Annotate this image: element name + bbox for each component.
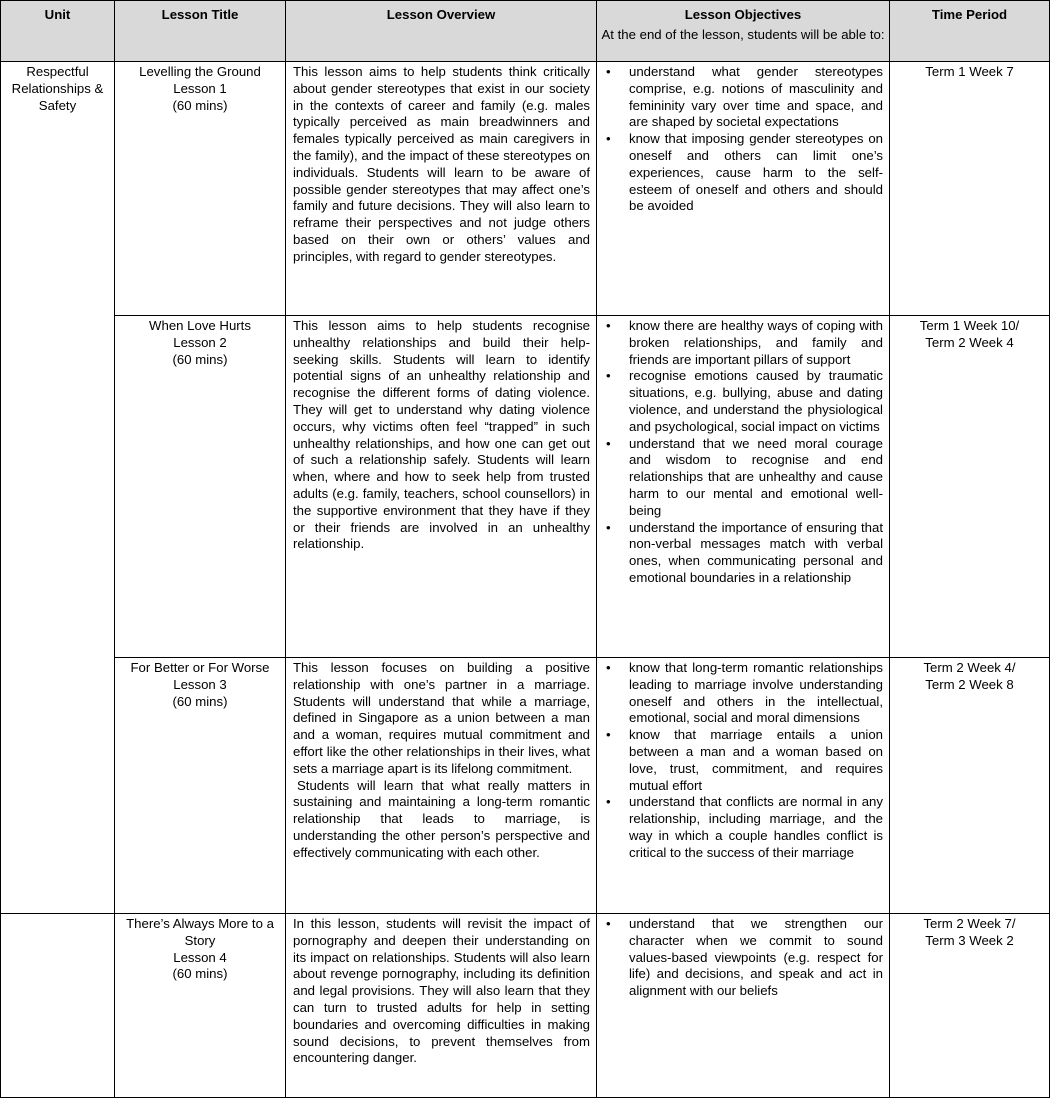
lesson-title: There’s Always More to a Story	[126, 916, 274, 948]
lesson-title: For Better or For Worse	[130, 660, 270, 675]
table-row	[1, 316, 1050, 658]
lesson-duration: (60 mins)	[172, 966, 228, 982]
lesson-title-cell	[115, 62, 286, 316]
lesson-number: Lesson 4	[173, 949, 227, 965]
unit-cell-empty	[1, 914, 115, 1098]
header-objectives-label: Lesson Objectives	[684, 7, 802, 22]
time-period-line: Term 2 Week 4/	[923, 660, 1016, 675]
lesson-overview: This lesson aims to help students recognise unhealthy relationships and build their help-seeking skills. Students will learn to identify potential signs of an unhealthy relationship and recognise the different forms of dating violence. They will get to understand why dating violence occurs, why victims often feel “trapped” in such unhealthy relationships, and how one can get out of such a relationship safely. Students will learn when, where and how to seek help from trusted adults (e.g. family, teachers, school counsellors) in the supportive environment that they have if they or their friends are involved in an unhealthy relationship.	[286, 316, 597, 658]
lesson-duration: (60 mins)	[172, 97, 228, 113]
objective-item: • understand what gender stereotypes comprise, e.g. notions of masculinity and femininity vary over time and space, and are shaped by societal expectations	[597, 64, 883, 131]
lesson-objectives	[597, 316, 890, 658]
objectives-list	[597, 318, 883, 587]
time-period-cell	[890, 658, 1050, 914]
overview-paragraph: This lesson focuses on building a positive relationship with one’s partner in a marriage. Students will understand that while a marriage, defined in Singapore as a union between a man and a woman, requires mutual commitment and effort like the other relationships in their lives, what sets a marriage apart is its lifelong commitment.	[293, 660, 590, 776]
table-row	[1, 62, 1050, 316]
lesson-objectives	[597, 914, 890, 1098]
table-header-row	[1, 1, 1050, 62]
lesson-overview: In this lesson, students will revisit the impact of pornography and deepen their understanding on its impact on relationships. Students will also learn about revenge pornography, including its definition and legal provisions. They will also learn that they can turn to trusted adults for help in setting boundaries and overcoming difficulties in making sound decisions, to prevent themselves from encountering danger.	[286, 914, 597, 1098]
time-period-line: Term 2 Week 4	[925, 334, 1014, 350]
objective-item: • understand that conflicts are normal in any relationship, including marriage, and the way in which a couple handles conflict is critical to the success of their marriage	[597, 794, 883, 861]
time-period-line: Term 2 Week 7/	[923, 916, 1016, 931]
objective-item: • understand that we strengthen our character when we commit to sound values-based viewpoints (e.g. respect for life) and decisions, and speak and act in alignment with our beliefs	[597, 916, 883, 1000]
table-row	[1, 914, 1050, 1098]
objective-item: • know that imposing gender stereotypes on oneself and others can limit one’s experiences, cause harm to the self-esteem of oneself and others and should be avoided	[597, 131, 883, 215]
objectives-list	[597, 660, 883, 862]
header-objectives-subtitle: At the end of the lesson, students will be able to:	[601, 26, 885, 42]
header-unit: Unit	[1, 1, 115, 62]
header-lesson-objectives	[597, 1, 890, 62]
lesson-objectives	[597, 658, 890, 914]
unit-name: Respectful Relationships & Safety	[11, 64, 104, 113]
objective-item: • know there are healthy ways of coping with broken relationships, and family and friends are important pillars of support	[597, 318, 883, 368]
lesson-title-cell	[115, 316, 286, 658]
overview-paragraph: Students will learn that what really matters in sustaining and maintaining a long-term romantic relationship that leads to marriage, is understanding the other person’s perspective and effectively communicating with each other.	[293, 777, 590, 860]
unit-cell	[1, 62, 115, 914]
lesson-title-cell	[115, 914, 286, 1098]
lesson-duration: (60 mins)	[172, 351, 228, 367]
time-period-line: Term 2 Week 8	[925, 676, 1014, 692]
lesson-overview: This lesson aims to help students think critically about gender stereotypes that exist in our society in the contexts of career and family (e.g. males typically perceived as main breadwinners and females typically perceived as main caregivers in the family), and the impact of these stereotypes on individuals. Students will learn to be aware of possible gender stereotypes that may affect one’s family and future decisions. They will also learn to reframe their perspectives and not judge others based on their own or others’ values and principles, with regard to gender stereotypes.	[286, 62, 597, 316]
objective-item: • understand the importance of ensuring that non-verbal messages match with verbal ones, when communicating personal and emotional boundaries in a relationship	[597, 520, 883, 587]
time-period-cell	[890, 62, 1050, 316]
lesson-title-cell	[115, 658, 286, 914]
time-period-line: Term 1 Week 10/	[919, 318, 1020, 333]
time-period-cell	[890, 914, 1050, 1098]
header-lesson-overview: Lesson Overview	[286, 1, 597, 62]
lesson-number: Lesson 1	[173, 80, 227, 96]
time-period-line: Term 1 Week 7	[925, 64, 1014, 79]
header-lesson-title: Lesson Title	[115, 1, 286, 62]
objectives-list	[597, 64, 883, 215]
table-row	[1, 658, 1050, 914]
lesson-duration: (60 mins)	[172, 693, 228, 709]
objective-item: • know that long-term romantic relationships leading to marriage involve understanding oneself and others in the intellectual, emotional, social and moral dimensions	[597, 660, 883, 727]
time-period-line: Term 3 Week 2	[925, 932, 1014, 948]
time-period-cell	[890, 316, 1050, 658]
lesson-number: Lesson 3	[173, 676, 227, 692]
objective-item: • understand that we need moral courage and wisdom to recognise and end relationships that are unhealthy and cause harm to our mental and emotional well-being	[597, 436, 883, 520]
objective-item: • recognise emotions caused by traumatic situations, e.g. bullying, abuse and dating violence, and understand the physiological and psychological, social impact on victims	[597, 368, 883, 435]
header-time-period: Time Period	[890, 1, 1050, 62]
lesson-title: When Love Hurts	[149, 318, 251, 333]
objectives-list	[597, 916, 883, 1000]
lesson-overview	[286, 658, 597, 914]
lesson-number: Lesson 2	[173, 334, 227, 350]
objective-item: • know that marriage entails a union between a man and a woman based on love, trust, commitment, and requires mutual effort	[597, 727, 883, 794]
lesson-title: Levelling the Ground	[139, 64, 261, 79]
lesson-objectives	[597, 62, 890, 316]
